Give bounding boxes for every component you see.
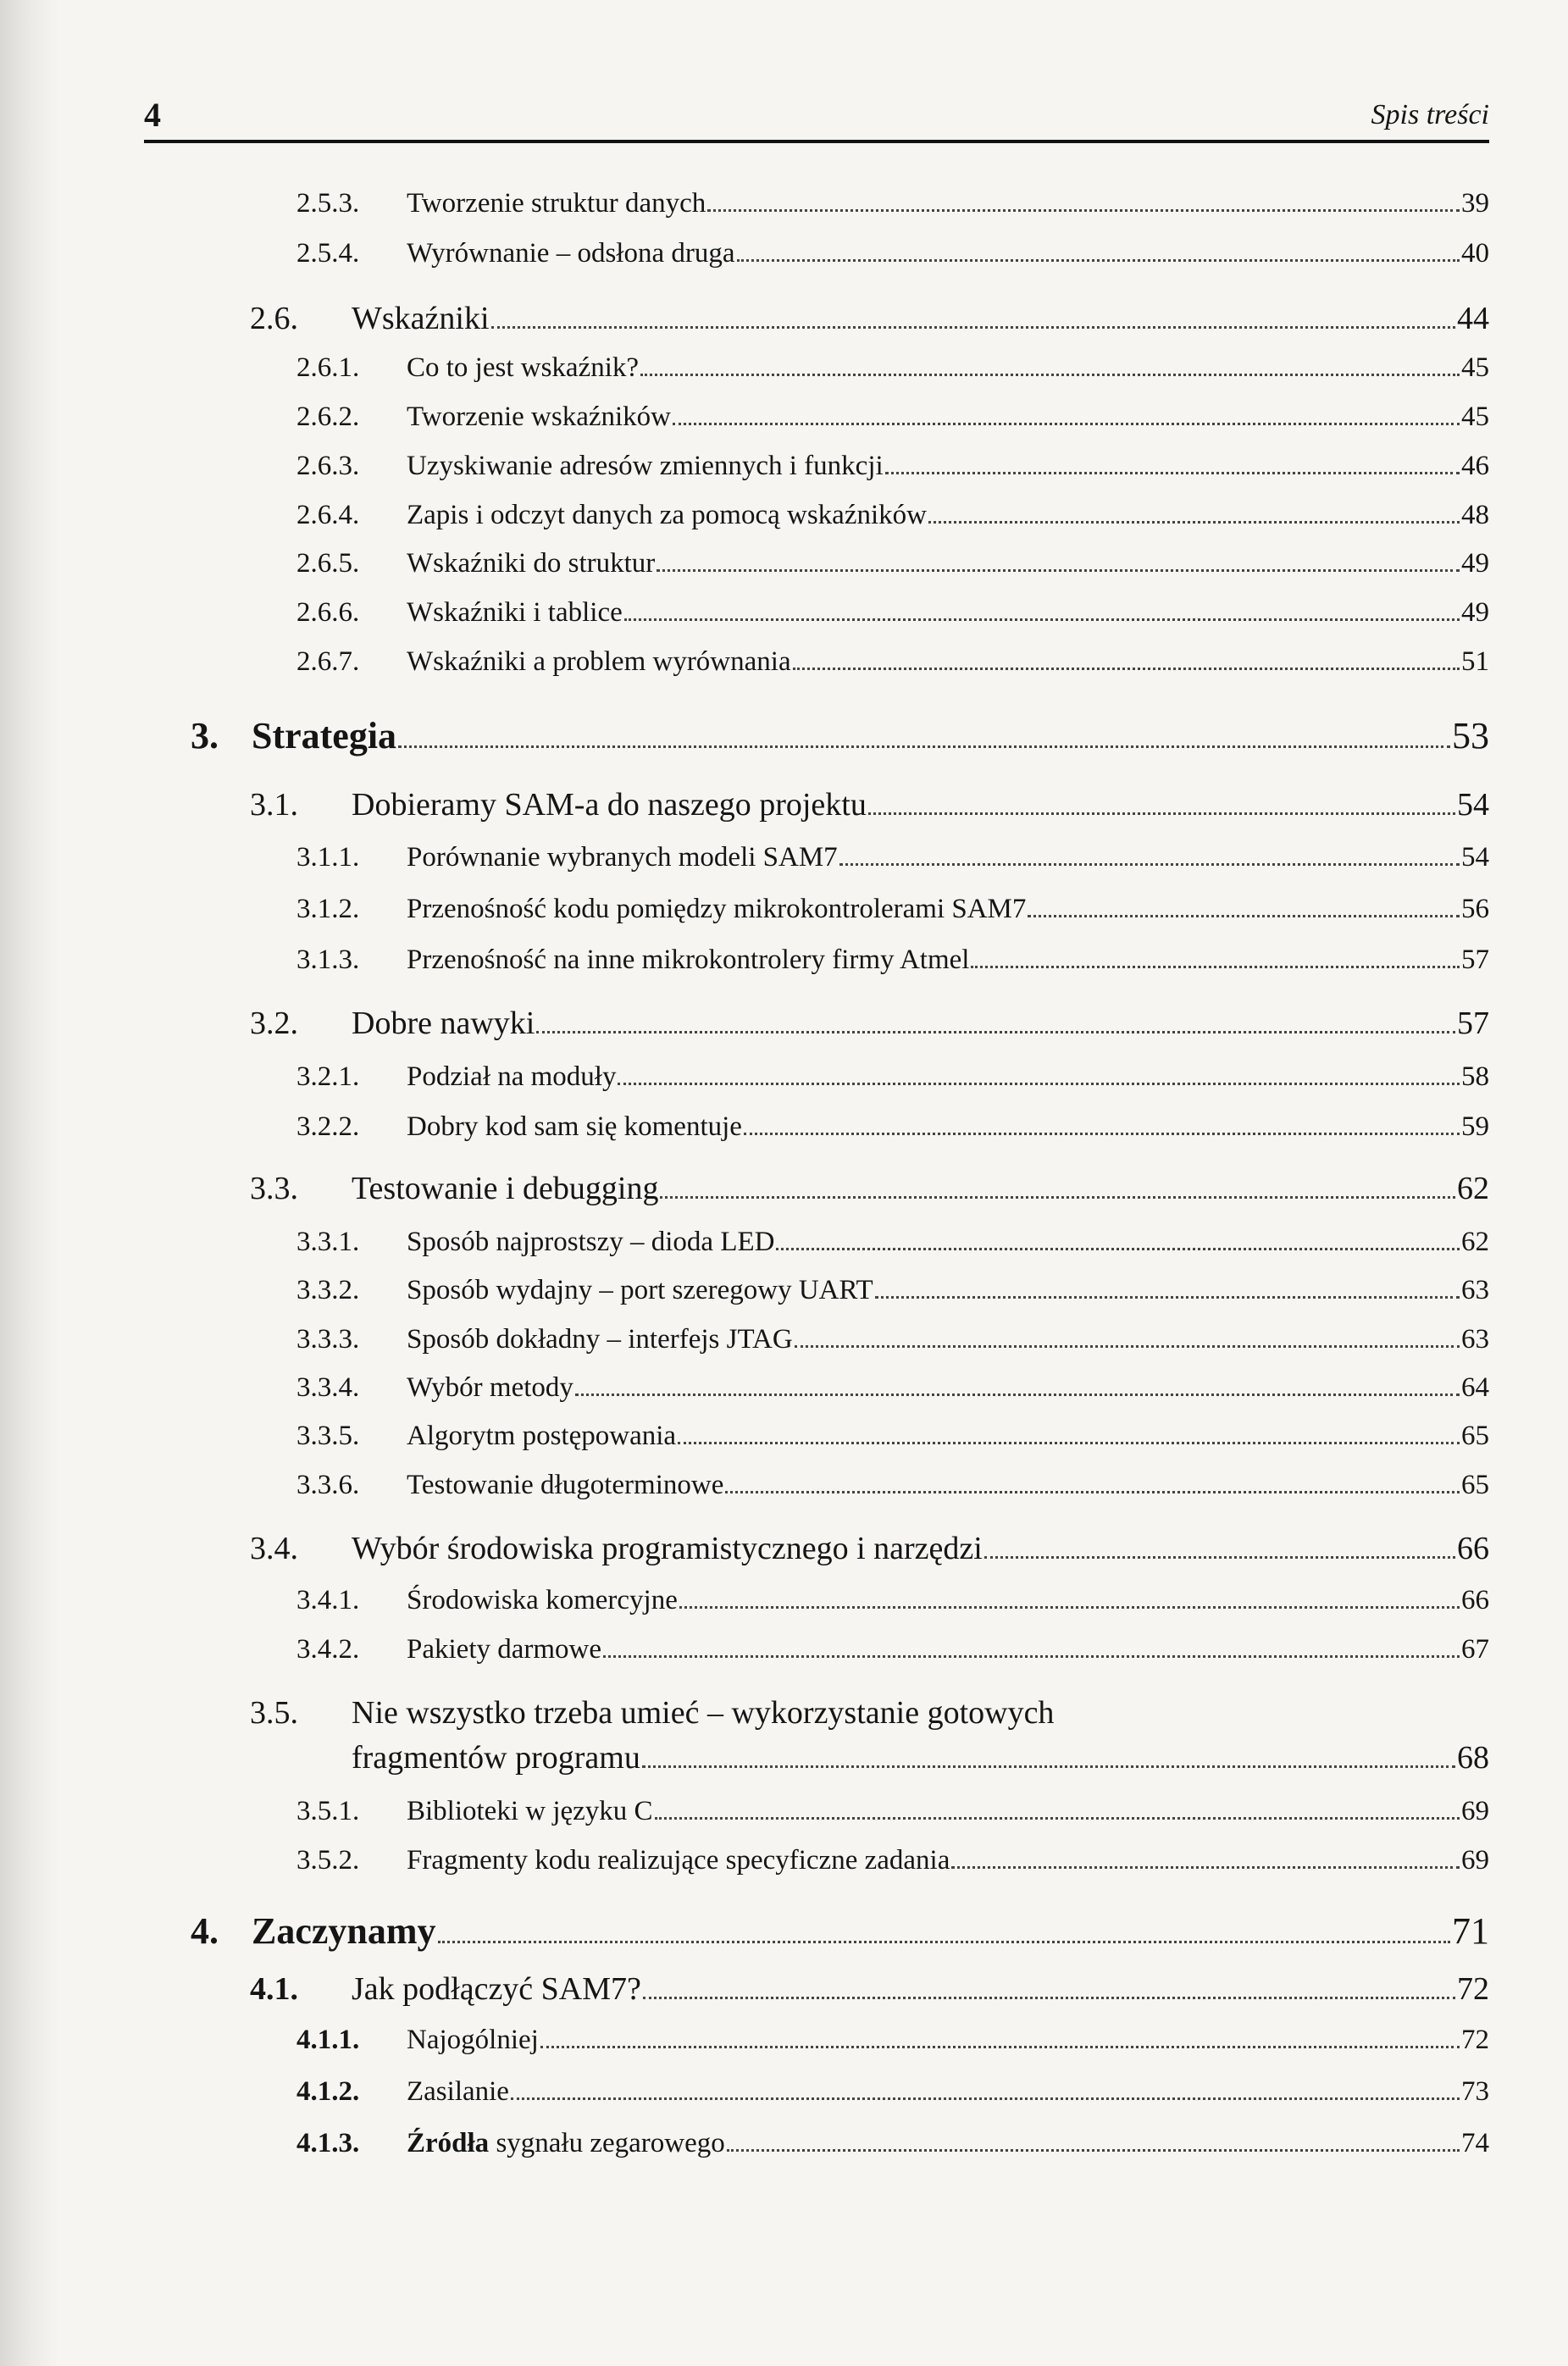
toc-entry-page: 63 <box>1461 1324 1489 1355</box>
toc-entry-page: 59 <box>1461 1111 1489 1142</box>
toc-entry-number: 3.2. <box>250 1006 298 1041</box>
dot-leader <box>511 2097 1460 2100</box>
toc-entry-3-4-1[interactable] <box>296 1585 1489 1634</box>
toc-entry-page: 71 <box>1452 1910 1489 1952</box>
toc-entry-page: 62 <box>1457 1171 1489 1206</box>
toc-entry-number: 3.5.1. <box>296 1796 360 1826</box>
dot-leader <box>643 1997 1455 1999</box>
toc-entry-3-3-4[interactable] <box>296 1372 1489 1421</box>
toc-entry-number: 2.6.1. <box>296 352 360 383</box>
dot-leader <box>971 966 1460 968</box>
dot-leader <box>744 1133 1460 1135</box>
toc-entry-title: Pakiety darmowe <box>407 1634 602 1665</box>
toc-entry-page: 64 <box>1461 1372 1489 1403</box>
toc-entry-number: 3.1.2. <box>296 894 360 924</box>
toc-entry-3-3-3[interactable] <box>296 1324 1489 1373</box>
dot-leader <box>885 472 1460 474</box>
toc-entry-title-line1: Nie wszystko trzeba umieć – wykorzystanie gotowych <box>352 1695 1055 1731</box>
toc-entry-3-2[interactable] <box>250 1005 1489 1054</box>
toc-entry-title: Fragmenty kodu realizujące specyficzne zadania <box>407 1845 950 1876</box>
toc-entry-2-6[interactable] <box>250 300 1489 349</box>
toc-entry-number: 4.1.1. <box>296 2025 360 2055</box>
dot-leader <box>1028 915 1460 917</box>
toc-entry-3-4[interactable] <box>250 1530 1489 1579</box>
toc-entry-number: 3.3.6. <box>296 1470 360 1500</box>
toc-entry-page: 73 <box>1461 2076 1489 2107</box>
toc-entry-number: 3.1.3. <box>296 945 360 975</box>
dot-leader <box>624 618 1460 621</box>
dot-leader <box>540 2046 1460 2048</box>
toc-entry-number: 2.6.5. <box>296 548 360 579</box>
dot-leader <box>618 1083 1460 1085</box>
toc-entry-page: 69 <box>1461 1845 1489 1876</box>
dot-leader <box>679 1606 1460 1609</box>
page-number: 4 <box>144 96 161 134</box>
toc-entry-page: 48 <box>1461 500 1489 530</box>
toc-entry-3-4-2[interactable] <box>296 1634 1489 1683</box>
toc-entry-number: 2.5.3. <box>296 188 360 219</box>
toc-entry-2-6-6[interactable] <box>296 597 1489 646</box>
toc-entry-number: 3.4.1. <box>296 1585 360 1615</box>
dot-leader <box>660 1196 1455 1199</box>
toc-entry-title: Zasilanie <box>407 2076 509 2107</box>
toc-entry-title: Najogólniej <box>407 2025 539 2055</box>
toc-entry-2-6-1[interactable] <box>296 352 1489 402</box>
toc-entry-number: 3.3.5. <box>296 1421 360 1451</box>
toc-entry-title-rest: sygnału zegarowego <box>489 2128 725 2158</box>
toc-entry-number: 2.6.4. <box>296 500 360 530</box>
toc-entry-page: 57 <box>1457 1006 1489 1041</box>
toc-entry-number: 3. <box>191 715 219 756</box>
toc-entry-4-1-2[interactable] <box>296 2076 1489 2125</box>
dot-leader <box>737 259 1460 262</box>
toc-entry-4-1[interactable] <box>250 1970 1489 2020</box>
toc-entry-page: 39 <box>1461 188 1489 219</box>
toc-entry-number: 3.1.1. <box>296 842 360 873</box>
toc-entry-title: Uzyskiwanie adresów zmiennych i funkcji <box>407 451 884 481</box>
toc-entry-page: 66 <box>1461 1585 1489 1615</box>
dot-leader <box>707 209 1460 212</box>
toc-entry-title: Co to jest wskaźnik? <box>407 352 640 383</box>
dot-leader <box>795 1345 1460 1348</box>
toc-entry-3-1-2[interactable] <box>296 894 1489 943</box>
dot-leader <box>438 1941 1450 1943</box>
dot-leader <box>655 1817 1460 1820</box>
toc-entry-title: Wskaźniki a problem wyrównania <box>407 646 791 677</box>
toc-entry-page: 54 <box>1457 787 1489 823</box>
dot-leader <box>984 1556 1455 1559</box>
toc-entry-page: 65 <box>1461 1470 1489 1500</box>
toc-entry-page: 62 <box>1461 1227 1489 1257</box>
toc-entry-2-6-2[interactable] <box>296 402 1489 451</box>
toc-entry-number: 4.1.3. <box>296 2128 360 2158</box>
toc-entry-title: Przenośność kodu pomiędzy mikrokontrolerami SAM7 <box>407 894 1027 924</box>
toc-entry-page: 67 <box>1461 1634 1489 1665</box>
toc-entry-title: Wskaźniki i tablice <box>407 597 623 628</box>
toc-entry-2-6-3[interactable] <box>296 451 1489 500</box>
toc-entry-number: 3.5.2. <box>296 1845 360 1876</box>
toc-entry-title: Tworzenie wskaźników <box>407 402 672 432</box>
toc-entry-page: 44 <box>1457 301 1489 336</box>
toc-entry-page: 69 <box>1461 1796 1489 1826</box>
toc-entry-3-3-1[interactable] <box>296 1227 1489 1276</box>
dot-leader <box>776 1248 1460 1250</box>
toc-entry-number: 3.3.1. <box>296 1227 360 1257</box>
toc-entry-page: 45 <box>1461 352 1489 383</box>
toc-entry-title: Dobieramy SAM-a do naszego projektu <box>352 787 867 823</box>
toc-entry-number: 3.5. <box>250 1695 298 1731</box>
toc-entry-title: Biblioteki w języku C <box>407 1796 653 1826</box>
toc-entry-title: Tworzenie struktur danych <box>407 188 706 219</box>
dot-leader <box>727 2149 1460 2152</box>
toc-entry-title: Środowiska komercyjne <box>407 1585 678 1615</box>
toc-entry-3-2-1[interactable] <box>296 1061 1489 1111</box>
toc-entry-title: Testowanie długoterminowe <box>407 1470 724 1500</box>
toc-entry-2-6-7[interactable] <box>296 646 1489 695</box>
toc-entry-3-5-1[interactable] <box>296 1796 1489 1845</box>
dot-leader <box>398 745 1450 748</box>
toc-entry-3-3-5[interactable] <box>296 1421 1489 1470</box>
toc-entry-title: Wskaźniki <box>352 301 490 336</box>
toc-entry-3-5-line1[interactable] <box>250 1694 1054 1737</box>
toc-entry-number: 4. <box>191 1910 219 1952</box>
toc-entry-number: 3.1. <box>250 787 298 823</box>
toc-entry-title: Porównanie wybranych modeli SAM7 <box>407 842 838 873</box>
toc-entry-page: 65 <box>1461 1421 1489 1451</box>
toc-entry-3-1[interactable] <box>250 786 1489 835</box>
toc-entry-3-3-2[interactable] <box>296 1275 1489 1324</box>
toc-entry-page: 57 <box>1461 945 1489 975</box>
toc-entry-title: Zaczynamy <box>252 1910 436 1952</box>
toc-entry-title: Dobre nawyki <box>352 1006 535 1041</box>
toc-entry-4-1-1[interactable] <box>296 2025 1489 2074</box>
toc-entry-2-5-4[interactable] <box>296 238 1489 287</box>
toc-entry-3-5-2[interactable] <box>296 1845 1489 1894</box>
toc-entry-number: 2.6. <box>250 301 298 336</box>
toc-entry-3-5-line2[interactable] <box>352 1739 1489 1788</box>
dot-leader <box>642 1765 1455 1768</box>
toc-entry-title: Testowanie i debugging <box>352 1171 659 1206</box>
toc-entry-number: 2.6.2. <box>296 402 360 432</box>
toc-entry-page: 51 <box>1461 646 1489 677</box>
toc-entry-title: Wskaźniki do struktur <box>407 548 656 579</box>
toc-entry-title: Algorytm postępowania <box>407 1421 677 1451</box>
toc-entry-4-1-3[interactable] <box>296 2128 1489 2177</box>
toc-entry-title: Dobry kod sam się komentuje <box>407 1111 742 1142</box>
dot-leader <box>725 1491 1460 1493</box>
running-title: Spis treści <box>1371 99 1489 130</box>
toc-entry-number: 3.2.2. <box>296 1111 360 1142</box>
toc-entry-page: 66 <box>1457 1531 1489 1566</box>
toc-entry-3-3-6[interactable] <box>296 1470 1489 1519</box>
toc-entry-2-6-5[interactable] <box>296 548 1489 597</box>
dot-leader <box>575 1394 1460 1396</box>
toc-entry-title: Przenośność na inne mikrokontrolery firmy Atmel <box>407 945 970 975</box>
dot-leader <box>657 569 1460 572</box>
toc-entry-number: 3.4. <box>250 1531 298 1566</box>
toc-entry-2-5-3[interactable] <box>296 188 1489 237</box>
toc-entry-number: 2.6.6. <box>296 597 360 628</box>
toc-entry-title: Zapis i odczyt danych za pomocą wskaźników <box>407 500 927 530</box>
toc-entry-number: 2.6.3. <box>296 451 360 481</box>
toc-entry-3-1-1[interactable] <box>296 842 1489 891</box>
dot-leader <box>951 1866 1460 1869</box>
toc-entry-page: 74 <box>1461 2128 1489 2158</box>
toc-entry-number: 3.3.2. <box>296 1275 360 1305</box>
toc-entry-title: Sposób najprostszy – dioda LED <box>407 1227 775 1257</box>
toc-entry-page: 63 <box>1461 1275 1489 1305</box>
toc-chapter-4[interactable] <box>191 1909 1489 1959</box>
dot-leader <box>928 521 1460 524</box>
dot-leader <box>868 812 1455 815</box>
dot-leader <box>673 423 1460 425</box>
toc-entry-number: 2.6.7. <box>296 646 360 677</box>
toc-entry-page: 56 <box>1461 894 1489 924</box>
toc-entry-number: 3.3. <box>250 1171 298 1206</box>
toc-entry-title: Sposób dokładny – interfejs JTAG <box>407 1324 793 1355</box>
toc-entry-page: 72 <box>1461 2025 1489 2055</box>
toc-entry-page: 53 <box>1452 715 1489 756</box>
toc-entry-title: Jak podłączyć SAM7? <box>352 1971 641 2007</box>
dot-leader <box>793 668 1460 670</box>
toc-entry-number: 3.3.4. <box>296 1372 360 1403</box>
toc-entry-page: 49 <box>1461 597 1489 628</box>
toc-entry-page: 72 <box>1457 1971 1489 2007</box>
toc-entry-number: 3.3.3. <box>296 1324 360 1355</box>
toc-entry-number: 4.1. <box>250 1971 298 2007</box>
toc-entry-title: Sposób wydajny – port szeregowy UART <box>407 1275 873 1305</box>
dot-leader <box>603 1655 1460 1658</box>
toc-entry-page: 68 <box>1457 1740 1489 1776</box>
dot-leader <box>678 1442 1460 1444</box>
toc-entry-number: 2.5.4. <box>296 238 360 269</box>
toc-entry-title: Wyrównanie – odsłona druga <box>407 238 735 269</box>
dot-leader <box>491 326 1455 329</box>
toc-entry-page: 40 <box>1461 238 1489 269</box>
toc-entry-3-3[interactable] <box>250 1170 1489 1219</box>
toc-entry-page: 46 <box>1461 451 1489 481</box>
toc-entry-title-line2: fragmentów programu <box>352 1740 640 1776</box>
toc-entry-page: 54 <box>1461 842 1489 873</box>
toc-chapter-3[interactable] <box>191 714 1489 763</box>
toc-entry-page: 49 <box>1461 548 1489 579</box>
toc-entry-2-6-4[interactable] <box>296 500 1489 549</box>
toc-entry-3-1-3[interactable] <box>296 945 1489 994</box>
dot-leader <box>839 863 1460 866</box>
dot-leader <box>536 1031 1455 1033</box>
toc-entry-title: Strategia <box>252 715 397 756</box>
toc-entry-title-bold: Źródła <box>407 2128 490 2158</box>
toc-entry-title: Wybór metody <box>407 1372 573 1403</box>
toc-entry-number: 3.4.2. <box>296 1634 360 1665</box>
dot-leader <box>875 1296 1460 1299</box>
dot-leader <box>640 374 1460 376</box>
toc-entry-page: 45 <box>1461 402 1489 432</box>
toc-entry-number: 4.1.2. <box>296 2076 360 2107</box>
toc-entry-title: Podział na moduły <box>407 1061 617 1092</box>
toc-entry-title <box>407 2128 725 2159</box>
toc-entry-title: Wybór środowiska programistycznego i narzędzi <box>352 1531 983 1566</box>
toc-entry-3-2-2[interactable] <box>296 1111 1489 1161</box>
toc-entry-number: 3.2.1. <box>296 1061 360 1092</box>
toc-entry-page: 58 <box>1461 1061 1489 1092</box>
